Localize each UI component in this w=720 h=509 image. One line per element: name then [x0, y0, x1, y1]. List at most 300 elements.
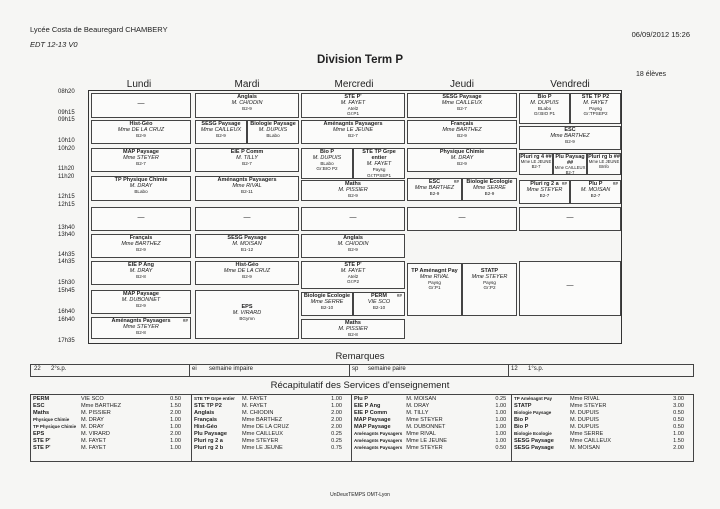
teacher: M. CHIODIN	[231, 100, 263, 107]
recap-hours: 3.00	[673, 402, 684, 409]
recap-row	[192, 437, 344, 444]
room: B2-9	[565, 139, 575, 145]
course-title: SESG Paysage	[201, 121, 241, 127]
group: Gr:P2	[483, 285, 496, 291]
course-title: Hist-Géo	[235, 262, 259, 268]
divider	[508, 365, 509, 376]
recap-subject: EPS	[33, 430, 45, 437]
course-title: Maths	[345, 181, 361, 187]
course-cell[interactable]	[301, 234, 405, 258]
time-label: 11h20	[58, 166, 75, 172]
recap-subject: SESG Paysage	[514, 444, 554, 451]
recap-row	[512, 437, 686, 444]
teacher: Mme STEYER	[526, 187, 563, 194]
recap-row	[192, 423, 344, 430]
course-title: Anglais	[237, 94, 257, 100]
course-title: STATP	[480, 268, 499, 274]
recap-subject: Pluri rg 2 a	[194, 437, 223, 444]
recap-row	[192, 444, 344, 451]
room: B2-7	[457, 106, 467, 112]
recap-hours: 2.00	[331, 409, 342, 416]
room: B2-8	[348, 332, 358, 338]
recap-subject: Anglais	[194, 409, 215, 416]
student-count: 18 élèves	[636, 71, 666, 78]
empty-slot: —	[458, 214, 466, 221]
recap-row	[352, 416, 508, 423]
teacher: M. CHIODIN	[337, 241, 369, 248]
recap-teacher: M. CHIODIN	[242, 409, 274, 416]
course-title: SESG Paysage	[227, 235, 267, 241]
recap-hours: 0.50	[170, 395, 181, 402]
recap-column	[31, 395, 191, 451]
course-cell[interactable]	[195, 207, 299, 231]
recap-row	[31, 430, 183, 437]
teacher: M. FAYET	[340, 100, 366, 107]
course-cell[interactable]	[462, 263, 517, 316]
recap-subject: Biologie Paysage	[514, 410, 552, 415]
recap-hours: 3.00	[673, 395, 684, 402]
day-header-vendredi: Vendredi	[550, 79, 590, 90]
divider	[189, 365, 190, 376]
empty-slot: —	[137, 100, 145, 107]
recap-hours: 0.25	[331, 430, 342, 437]
recap-hours: 1.00	[495, 409, 507, 416]
recap-teacher: Mme BARTHEZ	[81, 402, 121, 409]
recap-hours: 1.00	[495, 402, 507, 409]
recap-row	[352, 430, 508, 437]
recap-teacher: Mme CAILLEUX	[242, 430, 284, 437]
recap-hours: 0.50	[673, 416, 684, 423]
course-cell[interactable]	[519, 207, 621, 231]
recap-subject: STE P'	[33, 437, 51, 444]
course-cell[interactable]	[195, 176, 299, 201]
recap-hours: 1.00	[495, 423, 507, 430]
teacher: Mme DE LA CRUZ	[117, 127, 165, 134]
course-title: SESG Paysage	[442, 94, 482, 100]
recap-teacher: M. FAYET	[242, 395, 268, 402]
course-title: Français	[129, 235, 153, 241]
course-title: Plu Paysag ##	[555, 154, 585, 167]
course-title: Aménagnts Paysagers	[323, 121, 383, 127]
recap-teacher: Mme RIVAL	[406, 430, 437, 437]
recap-hours: 1.50	[170, 402, 181, 409]
course-cell[interactable]	[570, 180, 621, 204]
recap-subject: Maths	[33, 409, 50, 416]
group: Gr:P1	[347, 111, 359, 117]
recap-subject: TP Aménagnt Pay	[514, 396, 553, 401]
course-cell[interactable]	[91, 207, 191, 231]
room: B2-7	[136, 161, 146, 167]
recap-teacher: Mme STEYER	[406, 416, 443, 423]
group: Gr:TPSEP2	[583, 111, 608, 117]
course-title: PERM	[371, 293, 387, 299]
course-title: Aménagnts Paysagers	[217, 177, 277, 183]
course-title: TP Aménagnt Pay	[411, 268, 458, 274]
recap-teacher: M. DRAY	[81, 423, 104, 430]
recap-teacher: M. DUPUIS	[570, 409, 599, 416]
recap-hours: 0.75	[331, 444, 342, 451]
recap-subject: Plu P	[354, 395, 368, 402]
week-marker: ##	[561, 181, 567, 186]
recap-teacher: Mme CAILLEUX	[570, 437, 612, 444]
course-cell[interactable]	[462, 178, 517, 201]
time-label: 08h20	[58, 89, 75, 95]
day-header-mercredi: Mercredi	[334, 79, 374, 90]
time-label: 13h40	[58, 225, 75, 231]
time-label: 12h15	[58, 194, 75, 200]
recap-teacher: M. FAYET	[81, 444, 107, 451]
course-title: MAP Paysage	[123, 291, 159, 297]
course-cell[interactable]	[91, 290, 191, 314]
course-cell[interactable]	[91, 234, 191, 258]
course-cell[interactable]	[407, 263, 462, 316]
recap-teacher: M. FAYET	[242, 402, 268, 409]
course-cell[interactable]	[407, 207, 517, 231]
remark-code: 12	[511, 366, 518, 372]
remark-label: 1°s.p.	[528, 366, 544, 372]
course-cell[interactable]	[353, 148, 405, 179]
recap-title: Récapitulatif des Services d'enseignement	[270, 380, 450, 391]
recap-hours: 0.25	[331, 437, 342, 444]
remarques-title: Remarques	[335, 351, 385, 362]
course-cell[interactable]	[519, 180, 570, 204]
course-cell[interactable]	[407, 93, 517, 118]
recap-subject: STE P'	[33, 444, 51, 451]
room: B2-8	[136, 274, 146, 280]
recap-subject: Aménagnts Paysagers	[354, 445, 403, 450]
teacher: M. DRAY	[129, 268, 153, 275]
time-label: 10h20	[58, 146, 75, 152]
course-title: STE P'	[344, 262, 362, 268]
recap-subject: SESG Paysage	[514, 437, 554, 444]
recap-subject: Pluri rg 2 b	[194, 444, 224, 451]
course-cell[interactable]	[91, 120, 191, 144]
room: B2-9	[457, 133, 467, 139]
room: B2-9	[348, 193, 358, 199]
group: Gr:TPSEP1	[367, 172, 391, 178]
recap-teacher: Mme LE JEUNE	[242, 444, 283, 451]
recap-hours: 1.00	[170, 444, 181, 451]
room: B2-11	[241, 189, 253, 195]
course-cell[interactable]	[570, 93, 621, 124]
recap-hours: 1.00	[331, 402, 342, 409]
recap-teacher: Mme LE JEUNE	[406, 437, 447, 444]
recap-teacher: Mme RIVAL	[570, 395, 600, 402]
course-cell[interactable]	[301, 292, 353, 316]
remarques-bar	[30, 364, 694, 377]
school-name: Lycée Costa de Beauregard CHAMBERY	[30, 25, 168, 34]
teacher: M. MOISAN	[232, 241, 262, 248]
recap-row	[512, 409, 686, 416]
recap-teacher: M. DUPUIS	[570, 416, 599, 423]
recap-subject: Français	[194, 416, 218, 423]
teacher: Mme LE JEUNE	[332, 127, 374, 134]
edt-version: EDT 12-13 V0	[30, 40, 78, 49]
course-cell[interactable]	[195, 148, 299, 172]
remark-code: sp	[352, 366, 359, 372]
teacher: Mme BARTHEZ	[121, 241, 161, 248]
recap-subject: STE TP P2	[194, 402, 222, 409]
course-title: Pluri rg 2 a	[530, 181, 559, 187]
recap-teacher: M. VIRARD	[81, 430, 110, 437]
teacher: Mme STEYER	[471, 274, 508, 281]
course-cell[interactable]	[301, 148, 353, 179]
recap-hours: 2.00	[170, 409, 181, 416]
recap-row	[512, 430, 686, 437]
time-label: 09h15	[58, 110, 75, 116]
time-label: 09h15	[58, 117, 75, 123]
course-cell[interactable]	[353, 292, 405, 316]
course-cell[interactable]	[407, 178, 462, 201]
room: B2-9	[136, 247, 146, 253]
recap-row	[192, 395, 344, 402]
recap-subject: MAP Paysage	[354, 416, 391, 423]
course-cell[interactable]	[301, 207, 405, 231]
recap-column	[351, 395, 512, 461]
teacher: M. PISSIER	[338, 326, 368, 333]
course-cell[interactable]	[553, 153, 587, 175]
time-label: 14h35	[58, 252, 75, 258]
recap-teacher: M. TILLY	[406, 409, 429, 416]
course-cell[interactable]	[195, 290, 299, 339]
teacher: M. FAYET	[340, 268, 366, 275]
course-cell[interactable]	[195, 261, 299, 285]
course-title: MAP Paysage	[123, 149, 159, 155]
recap-hours: 1.00	[495, 430, 507, 437]
course-cell[interactable]	[195, 93, 299, 118]
recap-row	[352, 444, 508, 451]
teacher: Mme RIVAL	[419, 274, 450, 281]
recap-row	[31, 416, 183, 423]
divider	[349, 365, 350, 376]
week-marker: ##	[453, 179, 459, 184]
timetable-grid	[88, 79, 622, 344]
recap-teacher: M. DRAY	[406, 402, 430, 409]
teacher: Mme CAILLEUX	[200, 127, 242, 134]
recap-teacher: M. DRAY	[81, 416, 104, 423]
recap-hours: 1.00	[495, 416, 507, 423]
time-label: 15h45	[58, 288, 75, 294]
course-cell[interactable]	[91, 93, 191, 118]
recap-hours: 2.00	[170, 430, 181, 437]
recap-subject: Plu Paysage	[194, 430, 227, 437]
room: B2-9	[136, 133, 146, 139]
teacher: M. FAYET	[583, 100, 608, 107]
course-cell[interactable]	[301, 120, 405, 144]
recap-hours: 2.00	[331, 416, 342, 423]
room: BGymn	[239, 316, 255, 322]
course-title: Physique Chimie	[439, 149, 485, 155]
course-title: Biologie Ecologie	[303, 293, 351, 299]
recap-row	[192, 416, 344, 423]
room: B2-9	[136, 303, 146, 309]
course-cell[interactable]	[91, 176, 191, 201]
recap-subject: ESC	[33, 402, 45, 409]
room: B2-9	[216, 133, 226, 139]
recap-subject: STE TP Grpe entier	[194, 396, 235, 401]
teacher: VIE SCO	[367, 299, 391, 306]
recap-subject: Bio P	[514, 416, 529, 423]
recap-row	[31, 423, 183, 430]
room: B2-7	[590, 193, 601, 199]
teacher: M. DRAY	[450, 155, 474, 162]
course-title: Bio P	[537, 94, 552, 100]
course-cell[interactable]	[301, 93, 405, 118]
recap-teacher: M. DUPUIS	[570, 423, 599, 430]
recap-row	[31, 409, 183, 416]
room: BLabo	[134, 189, 148, 195]
teacher: Mme STEYER	[123, 324, 159, 331]
course-cell[interactable]	[195, 234, 299, 258]
recap-teacher: M. FAYET	[81, 437, 107, 444]
time-label: 16h40	[58, 317, 75, 323]
room: B2-9	[484, 191, 495, 197]
recap-row	[192, 409, 344, 416]
recap-teacher: Mme STEYER	[406, 444, 443, 451]
time-label: 12h15	[58, 202, 75, 208]
room: Paysg	[372, 167, 386, 173]
time-label: 10h10	[58, 138, 75, 144]
teacher: Mme CAILLEUX	[441, 100, 483, 107]
course-title: Biologie Paysage	[250, 121, 296, 127]
course-cell[interactable]	[407, 120, 517, 144]
course-title: EIE P Comm	[230, 149, 264, 155]
course-cell[interactable]	[301, 261, 405, 289]
teacher: Mme LE JEUNE	[520, 159, 552, 165]
recap-subject: STATP	[514, 402, 532, 409]
empty-slot: —	[566, 214, 574, 221]
time-label: 17h35	[58, 338, 75, 344]
room: B2-9	[242, 274, 252, 280]
recap-subject: Biologie Ecologie	[514, 431, 552, 436]
course-cell[interactable]	[519, 153, 553, 175]
recap-row	[352, 437, 508, 444]
recap-hours: 1.00	[673, 430, 684, 437]
recap-row	[31, 402, 183, 409]
recap-row	[192, 402, 344, 409]
recap-teacher: M. MOISAN	[406, 395, 437, 402]
room: B2-9	[429, 191, 440, 197]
recap-row	[192, 430, 344, 437]
teacher: M. VIRARD	[232, 310, 262, 317]
course-title: STE TP Grpe entier	[362, 149, 396, 162]
week-marker: ##	[612, 181, 618, 186]
time-label: 15h30	[58, 280, 75, 286]
course-cell[interactable]	[91, 148, 191, 172]
room: B2-7	[539, 193, 550, 199]
recap-row	[352, 402, 508, 409]
course-cell[interactable]	[91, 261, 191, 285]
room: BLabo	[266, 133, 280, 139]
teacher: M. PISSIER	[338, 187, 368, 194]
course-cell[interactable]	[407, 148, 517, 172]
footer-credit: UnDeuxTEMPS OMT-Lyon	[330, 492, 390, 498]
room: B2-10	[320, 305, 334, 311]
course-title: Maths	[345, 320, 361, 326]
group: Gr:P1	[428, 285, 441, 291]
recap-row	[352, 423, 508, 430]
room: B2-7	[348, 133, 358, 139]
course-title: TP Physique Chimie	[114, 177, 168, 183]
recap-teacher: M. PISSIER	[81, 409, 111, 416]
room: BInfo	[599, 163, 609, 169]
recap-subject: PERM	[33, 395, 50, 402]
group: Gr:P2	[347, 279, 359, 285]
room: Paysg	[428, 280, 441, 286]
recap-hours: 1.00	[170, 423, 181, 430]
remark-label: 2°s.p.	[51, 366, 67, 372]
recap-hours: 2.00	[673, 444, 684, 451]
course-title: EPS	[241, 304, 253, 310]
recap-teacher: Mme STEYER	[570, 402, 607, 409]
course-title: EIE P Ang	[128, 262, 154, 268]
teacher: M. TILLY	[236, 155, 258, 162]
course-title: ESC	[428, 179, 441, 185]
recap-row	[31, 437, 183, 444]
teacher: M. DUPUIS	[258, 127, 288, 134]
recap-row	[352, 395, 508, 402]
recap-subject: EIE P Comm	[354, 409, 388, 416]
course-cell[interactable]	[587, 153, 621, 175]
time-label: 13h40	[58, 232, 75, 238]
group: Gr:BIO P2	[316, 166, 338, 172]
course-title: STE P'	[344, 94, 362, 100]
course-cell[interactable]	[91, 317, 191, 339]
room: B2-8	[136, 330, 146, 336]
recap-subject: Aménagnts Paysagers	[354, 438, 403, 443]
recap-hours: 0.50	[495, 444, 507, 451]
teacher: M. DUPUIS	[530, 100, 559, 107]
room: B1-12	[240, 247, 254, 253]
course-cell[interactable]	[247, 120, 299, 144]
course-title: Hist-Géo	[129, 121, 153, 127]
empty-slot: —	[243, 214, 251, 221]
course-cell[interactable]	[301, 319, 405, 339]
course-title: Pluri rg b ##	[588, 154, 620, 160]
course-title: Aménagnts Paysagers	[111, 318, 171, 324]
recap-hours: 1.50	[673, 437, 684, 444]
course-cell[interactable]	[519, 261, 621, 316]
room: BLabo	[537, 106, 552, 112]
teacher: Mme STEYER	[123, 155, 159, 162]
recap-teacher: Mme SERRE	[570, 430, 604, 437]
recap-teacher: Mme DE LA CRUZ	[242, 423, 289, 430]
teacher: Mme SERRE	[310, 299, 344, 306]
remark-code: 22	[34, 366, 41, 372]
recap-row	[512, 395, 686, 402]
course-cell[interactable]	[195, 120, 247, 144]
teacher: M. DUBONNET	[121, 297, 161, 304]
recap-teacher: Mme BARTHEZ	[242, 416, 282, 423]
recap-row	[31, 444, 183, 451]
course-title: Bio P	[319, 149, 335, 155]
teacher: M. DRAY	[129, 183, 153, 190]
course-title: Biologie Ecologie	[466, 179, 513, 185]
course-cell[interactable]	[301, 180, 405, 201]
week-marker: ##	[182, 318, 188, 323]
recap-row	[31, 395, 183, 402]
course-cell[interactable]	[519, 126, 621, 150]
recap-subject: Aménagnts Paysagers	[354, 431, 403, 436]
time-label: 16h40	[58, 309, 75, 315]
room: Paysg	[483, 280, 496, 286]
room: Atel2	[347, 106, 359, 112]
course-title: Pluri rg 4 ##	[520, 154, 552, 160]
recap-subject: EIE P Ang	[354, 402, 381, 409]
course-cell[interactable]	[519, 93, 570, 124]
room: Atel2	[347, 274, 359, 280]
room: B2-10	[372, 305, 386, 311]
